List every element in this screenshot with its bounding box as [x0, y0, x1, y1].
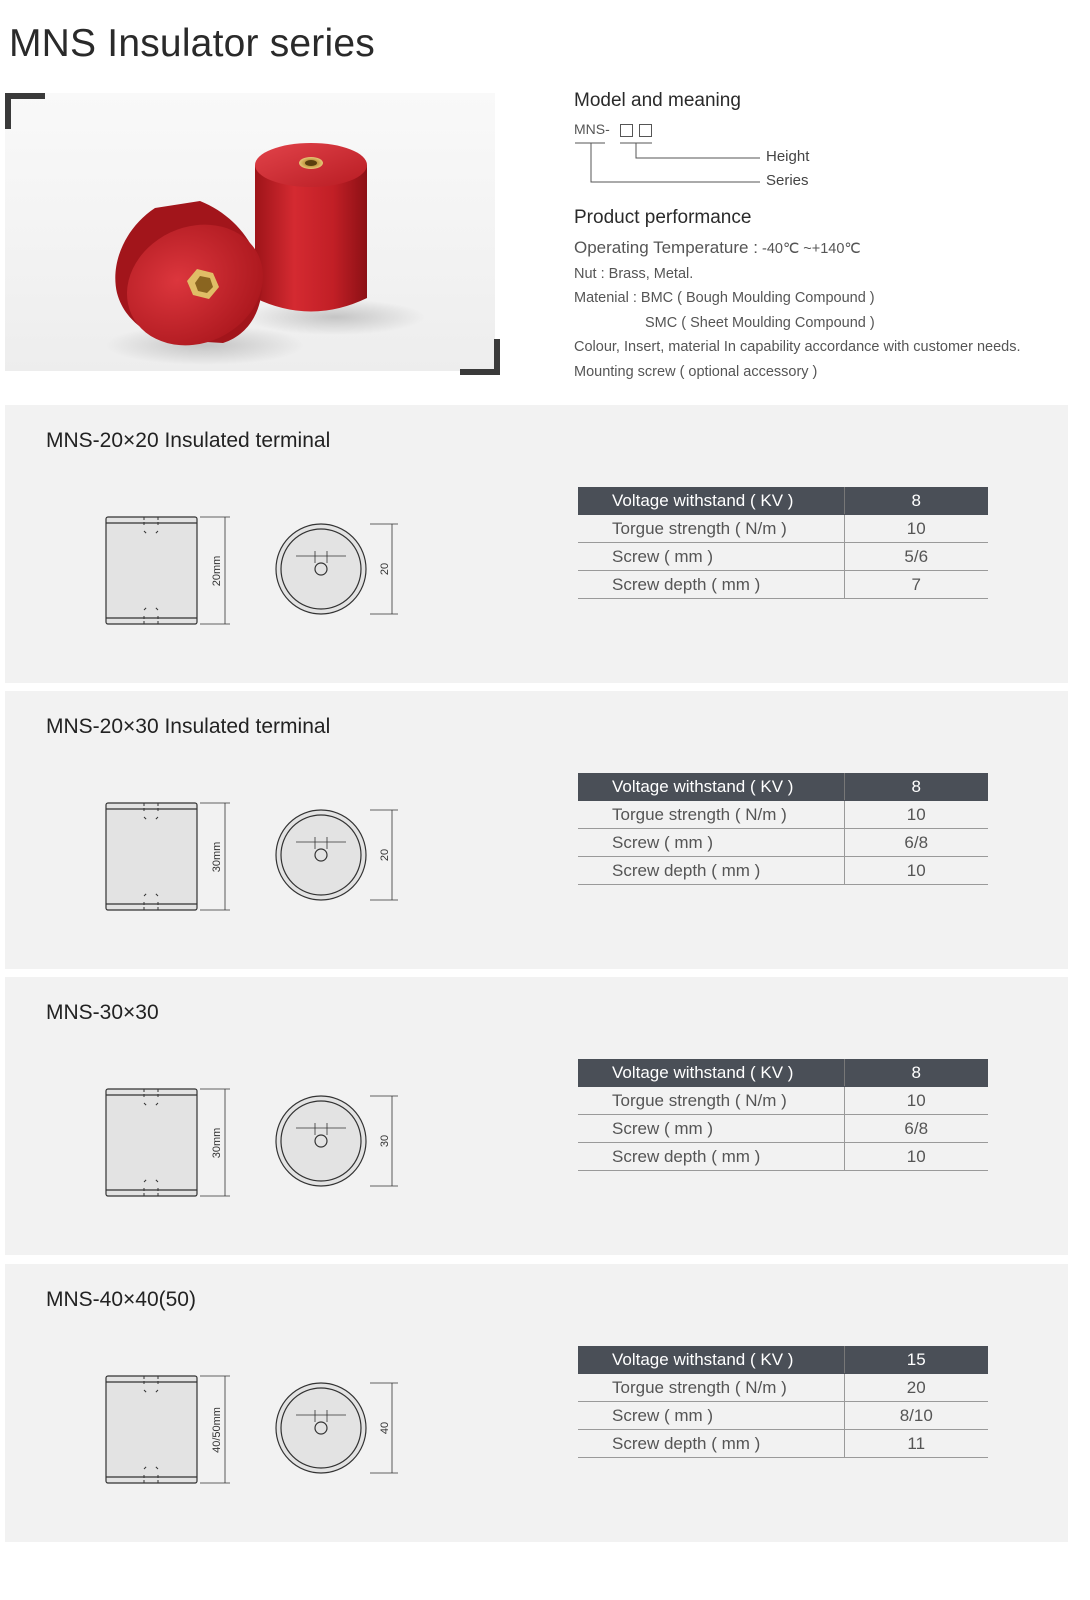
model-heading: Model and meaning: [574, 90, 741, 111]
product-section: [5, 405, 1068, 683]
voltage-value: 8: [844, 773, 988, 801]
material-smc: SMC ( Sheet Moulding Compound ): [645, 314, 875, 331]
page-title: MNS Insulator series: [9, 22, 375, 65]
diameter-dimension: 30: [379, 1134, 391, 1148]
depth-value: 7: [844, 571, 988, 599]
product-title: MNS-20×20 Insulated terminal: [46, 429, 331, 452]
height-dimension: 20mm: [211, 555, 223, 587]
technical-drawing: [100, 795, 420, 920]
depth-value: 10: [844, 1143, 988, 1171]
diameter-dimension: 20: [379, 562, 391, 576]
spec-table: Voltage withstand ( KV ) 15 Torgue strength ( N/m ) 20 Screw ( mm ) 8/10 Screw depth ( mm ) 11: [578, 1346, 988, 1458]
screw-value: 6/8: [844, 829, 988, 857]
torque-value: 10: [844, 801, 988, 829]
operating-temperature: Operating Temperature : -40℃ ~+140℃: [574, 238, 861, 257]
torque-value: 10: [844, 515, 988, 543]
colour-note: Colour, Insert, material In capability accordance with customer needs.: [574, 339, 1021, 355]
product-title: MNS-20×30 Insulated terminal: [46, 715, 331, 738]
depth-value: 11: [844, 1430, 988, 1458]
material-bmc: Matenial : BMC ( Bough Moulding Compound ): [574, 290, 875, 306]
technical-drawing: [100, 1081, 420, 1206]
screw-value: 5/6: [844, 543, 988, 571]
product-image: [5, 93, 500, 375]
spec-table: Voltage withstand ( KV ) 8 Torgue strength ( N/m ) 10 Screw ( mm ) 5/6 Screw depth ( mm ) 7: [578, 487, 988, 599]
product-title: MNS-40×40(50): [46, 1288, 196, 1311]
mounting-screw-note: Mounting screw ( optional accessory ): [574, 363, 818, 380]
technical-drawing: [100, 509, 420, 634]
diameter-dimension: 20: [379, 848, 391, 862]
height-dimension: 40/50mm: [211, 1407, 223, 1453]
product-title: MNS-30×30: [46, 1001, 159, 1024]
model-height-label: Height: [766, 148, 810, 165]
performance-heading: Product performance: [574, 207, 752, 228]
voltage-value: 15: [844, 1346, 988, 1374]
product-section: [5, 1264, 1068, 1542]
height-dimension: 30mm: [211, 841, 223, 873]
screw-value: 6/8: [844, 1115, 988, 1143]
model-series-label: Series: [766, 172, 809, 189]
height-dimension: 30mm: [211, 1127, 223, 1159]
technical-drawing: [100, 1368, 420, 1493]
product-section: [5, 977, 1068, 1255]
model-info: [574, 90, 1084, 380]
torque-value: 10: [844, 1087, 988, 1115]
torque-value: 20: [844, 1374, 988, 1402]
voltage-value: 8: [844, 487, 988, 515]
product-section: [5, 691, 1068, 969]
insulator-illustration: [5, 93, 500, 375]
diameter-dimension: 40: [379, 1421, 391, 1435]
spec-table: Voltage withstand ( KV ) 8 Torgue strength ( N/m ) 10 Screw ( mm ) 6/8 Screw depth ( mm ) 10: [578, 773, 988, 885]
performance-list: [574, 236, 1021, 384]
spec-table: Voltage withstand ( KV ) 8 Torgue strength ( N/m ) 10 Screw ( mm ) 6/8 Screw depth ( mm ) 10: [578, 1059, 988, 1171]
voltage-value: 8: [844, 1059, 988, 1087]
screw-value: 8/10: [844, 1402, 988, 1430]
nut-material: Nut : Brass, Metal.: [574, 265, 694, 282]
corner-mark-top-left: [5, 93, 45, 129]
model-code: MNS-: [574, 121, 610, 137]
corner-mark-bottom-right: [460, 339, 500, 375]
depth-value: 10: [844, 857, 988, 885]
